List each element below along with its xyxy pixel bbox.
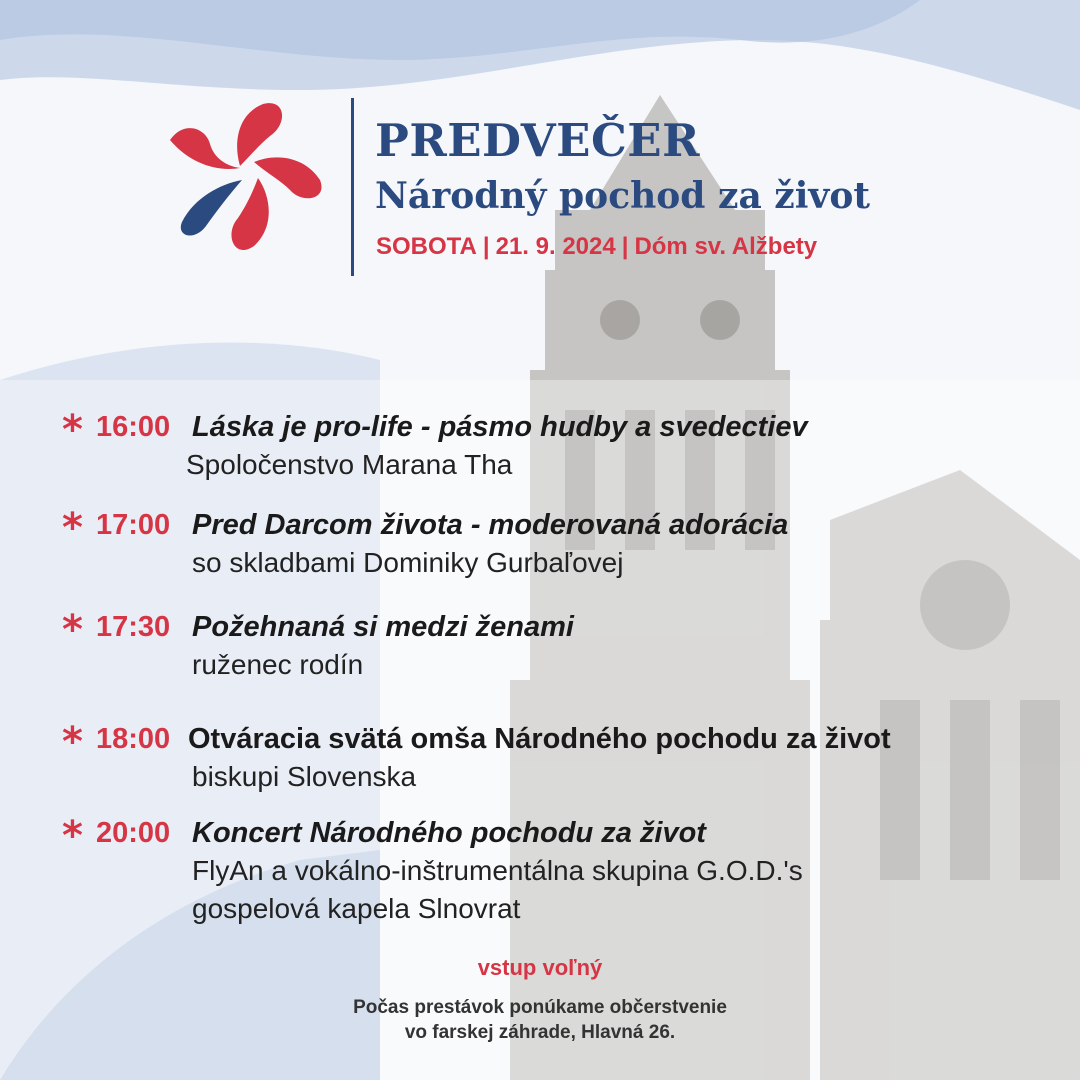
program-title: Pred Darcom života - moderovaná adorácia (192, 509, 789, 541)
info-separator: | (621, 233, 629, 260)
refreshments-line: Počas prestávok ponúkame občerstvenie (353, 997, 727, 1018)
refreshments-line: vo farskej záhrade, Hlavná 26. (404, 1022, 676, 1043)
asterisk-bullet-icon: * (62, 719, 83, 765)
page-title: PREDVEČER (375, 114, 700, 167)
program-detail: biskupi Slovenska (192, 761, 417, 792)
event-venue: Dóm sv. Alžbety (634, 233, 818, 260)
info-separator: | (482, 233, 490, 260)
entry-fee-note: vstup voľný (477, 955, 603, 980)
program-detail: gospelová kapela Slnovrat (192, 893, 521, 924)
program-time: 17:00 (96, 509, 171, 541)
header-divider (351, 98, 354, 276)
program-time: 20:00 (96, 817, 171, 849)
event-day: SOBOTA (376, 233, 477, 260)
asterisk-bullet-icon: * (62, 813, 83, 859)
program-title: Požehnaná si medzi ženami (192, 611, 574, 643)
page-subtitle: Národný pochod za život (375, 175, 870, 217)
program-detail: FlyAn a vokálno-inštrumentálna skupina G.O.D.'s (192, 855, 803, 886)
program-time: 17:30 (96, 611, 171, 643)
asterisk-bullet-icon: * (62, 407, 83, 453)
program-detail: so skladbami Dominiky Gurbaľovej (192, 547, 624, 578)
event-date: 21. 9. 2024 (495, 233, 616, 260)
program-title: Koncert Národného pochodu za život (192, 817, 706, 849)
program-time: 16:00 (96, 411, 171, 443)
refreshments-note (0, 995, 1080, 1045)
event-info-line (376, 235, 817, 259)
program-detail: ruženec rodín (192, 649, 364, 680)
program-detail: Spoločenstvo Marana Tha (186, 449, 513, 480)
asterisk-bullet-icon: * (62, 607, 83, 653)
program-title: Otváracia svätá omša Národného pochodu za život (188, 723, 891, 755)
program-title: Láska je pro-life - pásmo hudby a svedectiev (192, 411, 808, 443)
program-time: 18:00 (96, 723, 171, 755)
asterisk-bullet-icon: * (62, 505, 83, 551)
